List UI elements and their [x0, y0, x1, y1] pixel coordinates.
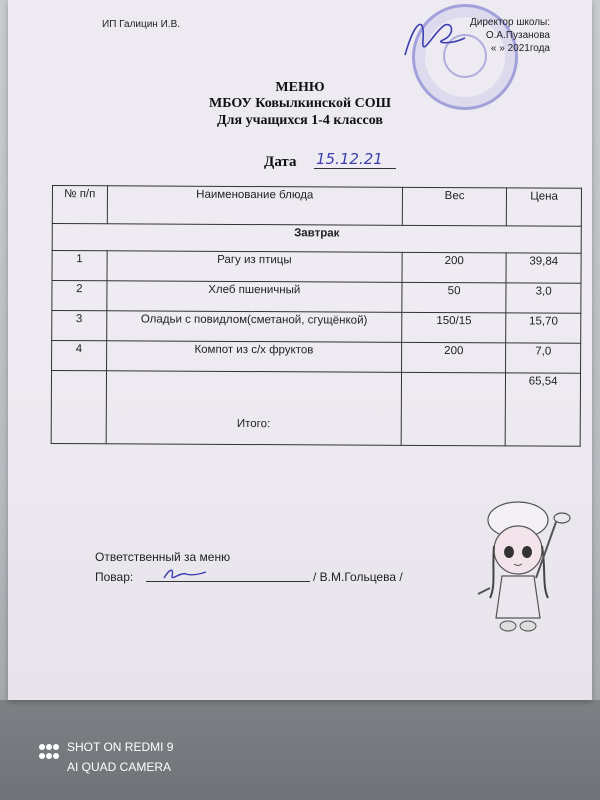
table-row [52, 281, 581, 314]
approval-block [440, 16, 550, 55]
row-price: 39,84 [506, 253, 581, 283]
row-dish: Хлеб пшеничный [107, 281, 402, 313]
menu-title: МЕНЮ [275, 80, 325, 95]
row-weight: 200 [401, 342, 506, 373]
audience-line: Для учащихся 1-4 классов [217, 113, 383, 128]
responsible-label: Ответственный за меню [95, 550, 231, 564]
menu-table [51, 185, 582, 447]
header-num: № п/п [52, 186, 107, 224]
table-row [52, 251, 581, 284]
date-label: Дата [264, 154, 297, 170]
row-num: 1 [52, 251, 107, 281]
date-value: 15.12.21 [314, 150, 396, 169]
row-dish: Компот из с/х фруктов [106, 341, 401, 373]
row-price: 15,70 [506, 313, 581, 343]
section-row [52, 224, 581, 254]
header-name: Наименование блюда [107, 186, 402, 226]
table-row [52, 341, 581, 374]
row-num: 3 [52, 311, 107, 341]
approval-date [440, 42, 550, 55]
school-name: МБОУ Ковылкинской СОШ [209, 96, 391, 111]
cook-name: / В.М.Гольцева / [313, 570, 403, 584]
camera-watermark-icon [37, 742, 59, 772]
header-price: Цена [507, 188, 582, 226]
total-num-cell [51, 371, 106, 444]
row-num: 2 [52, 281, 107, 311]
row-num: 4 [52, 341, 107, 371]
cook-signature [160, 566, 210, 584]
chef-girl-illustration [470, 498, 580, 638]
approval-year: 2021года [507, 43, 550, 54]
total-label: Итого: [106, 371, 402, 446]
director-title: Директор школы: [470, 17, 550, 28]
company-name: ИП Галицин И.В. [102, 19, 181, 30]
total-value: 65,54 [505, 373, 580, 446]
row-weight: 200 [402, 252, 507, 283]
director-name: О.А.Пузанова [485, 30, 550, 41]
cook-label: Повар: [95, 570, 134, 584]
header-weight: Вес [402, 187, 507, 226]
row-price: 3,0 [506, 283, 581, 313]
watermark-line1: SHOT ON REDMI 9 [67, 740, 174, 754]
table-header-row [52, 186, 581, 227]
section-label: Завтрак [52, 224, 581, 254]
row-dish: Оладьи с повидлом(сметаной, сгущёнкой) [106, 311, 401, 343]
row-weight: 50 [402, 282, 507, 313]
row-weight: 150/15 [402, 312, 507, 343]
table-row [52, 311, 581, 344]
approval-date-prefix: « » [490, 43, 505, 54]
total-weight-cell [401, 372, 506, 446]
row-dish: Рагу из птицы [107, 251, 402, 283]
total-row [51, 371, 580, 447]
watermark-line2: AI QUAD CAMERA [67, 760, 172, 774]
row-price: 7,0 [506, 343, 581, 373]
